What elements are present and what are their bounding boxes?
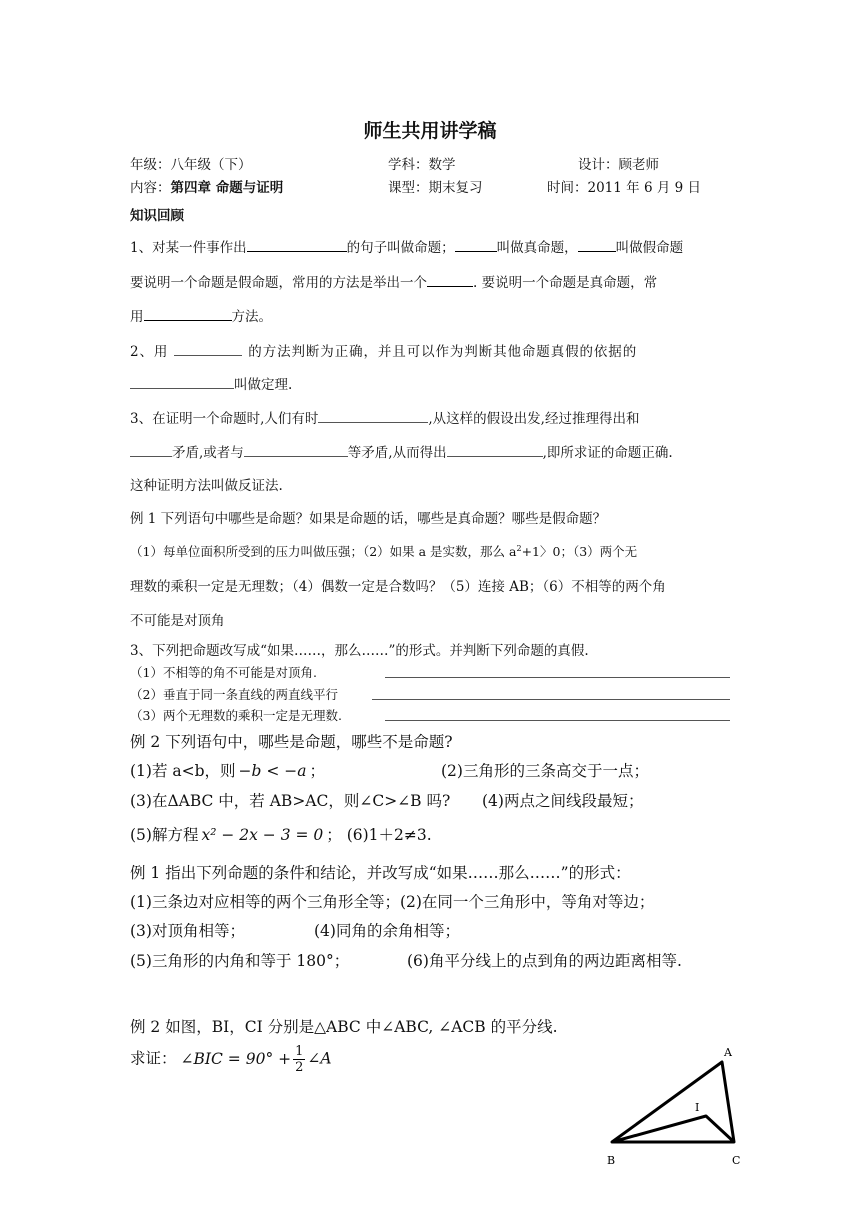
meta-grade: 年级：八年级（下） <box>130 157 252 173</box>
label-a: A <box>724 1046 732 1059</box>
example2a-item-2: (2)三角形的三条高交于一点； <box>441 762 649 780</box>
example1a-line2: 理数的乘积一定是无理数；（4）偶数一定是合数吗？（5）连接 AB；（6）不相等的两个角 <box>130 579 666 595</box>
example1b-item-5: (5)三角形的内角和等于 180°； <box>130 952 350 970</box>
q3-text-c: 矛盾,或者与 <box>172 445 244 461</box>
prove-lhs: ∠BIC = 90° + <box>180 1049 292 1068</box>
q1-blank-4[interactable] <box>427 272 473 287</box>
example1a-line1-sup: 2 <box>516 543 522 553</box>
q1-blank-2[interactable] <box>455 237 497 252</box>
example1b-item-4: (4)同角的余角相等； <box>314 922 460 940</box>
example2b-prove <box>130 1044 332 1075</box>
q1-text-c: 叫做真命题， <box>496 240 578 256</box>
label-c: C <box>732 1154 741 1167</box>
label-i: I <box>695 1101 700 1114</box>
q3-blank-2[interactable] <box>130 443 172 457</box>
q3-text-a: 3、在证明一个命题时,人们有时 <box>130 411 319 427</box>
label-b: B <box>607 1154 616 1167</box>
example1a-line1-a: （1）每单位面积所受到的压力叫做压强；（2）如果 a 是实数，那么 a <box>130 544 517 559</box>
q2-text-a: 2、用 <box>130 344 169 360</box>
q1-text-g: 用 <box>130 309 144 325</box>
review-heading: 知识回顾 <box>130 208 184 224</box>
q3-blank-4[interactable] <box>447 443 543 457</box>
prove-fraction <box>293 1044 305 1075</box>
meta-subject: 学科：数学 <box>388 157 456 173</box>
q3-blank-1[interactable] <box>318 409 428 423</box>
q1-text-a: 1、对某一件事作出 <box>130 240 247 256</box>
example1a-line1 <box>130 542 637 560</box>
q2-text-c: 叫做定理. <box>234 377 293 393</box>
q2-blank-1[interactable] <box>174 342 242 356</box>
prove-rhs: ∠A <box>307 1049 332 1068</box>
meta-content-value: 第四章 命题与证明 <box>170 180 284 196</box>
q2-text-b: 的方法判断为正确，并且可以作为判断其他命题真假的依据的 <box>248 344 638 360</box>
example2a-item-5-text: (5)解方程 <box>130 826 199 844</box>
example2a-item-1-math: −b < −a <box>238 762 307 780</box>
fraction-denominator: 2 <box>295 1060 304 1075</box>
example2a-item-5 <box>130 823 432 845</box>
example2b-stem: 例 2 如图，BI，CI 分别是△ABC 中∠ABC, ∠ACB 的平分线. <box>130 1018 558 1036</box>
review-q2-line1 <box>130 340 637 360</box>
example1a-line1-b: +1〉0；（3）两个无 <box>521 544 638 559</box>
review-q2-line2 <box>130 373 292 393</box>
review-q3-line1 <box>130 407 639 427</box>
q3-blank-3[interactable] <box>244 443 348 457</box>
example2a-item-3: (3)在ΔABC 中，若 AB>AC，则∠C>∠B 吗? <box>130 792 451 810</box>
meta-time: 时间：2011 年 6 月 9 日 <box>547 180 701 196</box>
page-title: 师生共用讲学稿 <box>363 120 497 142</box>
example2a-item-1-end: ； <box>309 762 326 780</box>
example2a-item-5-end: ； (6)1＋2≠3. <box>326 826 432 844</box>
q1-blank-1[interactable] <box>247 237 347 252</box>
triangle-figure <box>600 1040 760 1170</box>
rewrite-stem: 3、下列把命题改写成“如果……，那么……”的形式。并判断下列命题的真假. <box>130 643 589 659</box>
prove-label: 求证： <box>130 1049 177 1068</box>
rewrite-answer-line-3[interactable] <box>385 720 730 721</box>
example2a-item-1-text: (1)若 a<b，则 <box>130 762 236 780</box>
meta-content-label: 内容： <box>130 180 171 196</box>
q1-blank-3[interactable] <box>578 237 616 252</box>
meta-designer: 设计：顾老师 <box>578 157 659 173</box>
example1b-stem: 例 1 指出下列命题的条件和结论，并改写成“如果……那么……”的形式： <box>130 864 631 882</box>
example1b-item-6: (6)角平分线上的点到角的两边距离相等. <box>407 952 682 970</box>
rewrite-item-1: （1）不相等的角不可能是对顶角. <box>130 665 317 680</box>
q3-text-d: 等矛盾,从而得出 <box>347 445 447 461</box>
review-q1-line2 <box>130 271 657 291</box>
example1a-stem: 例 1 下列语句中哪些是命题？如果是命题的话，哪些是真命题？哪些是假命题？ <box>130 511 607 527</box>
fraction-numerator: 1 <box>295 1044 304 1059</box>
example2a-item-5-math: x² − 2x − 3 = 0 <box>201 826 324 844</box>
q1-text-h: 方法。 <box>231 309 272 325</box>
rewrite-item-3: （3）两个无理数的乘积一定是无理数. <box>130 708 342 723</box>
q1-text-f: . 要说明一个命题是真命题，常 <box>473 275 658 291</box>
example1a-line3: 不可能是对顶角 <box>130 613 225 629</box>
example2a-item-4: (4)两点之间线段最短； <box>482 792 644 810</box>
q1-text-e: 要说明一个命题是假命题，常用的方法是举出一个 <box>130 275 427 291</box>
q3-text-e: ,即所求证的命题正确. <box>542 445 673 461</box>
example1b-item-1: (1)三条边对应相等的两个三角形全等；(2)在同一个三角形中，等角对等边； <box>130 893 655 911</box>
example1b-item-3: (3)对顶角相等； <box>130 922 245 940</box>
triangle-abc <box>612 1062 734 1142</box>
rewrite-item-2: （2）垂直于同一条直线的两直线平行 <box>130 687 338 702</box>
q1-text-b: 的句子叫做命题； <box>346 240 455 256</box>
example2a-stem: 例 2 下列语句中，哪些是命题，哪些不是命题? <box>130 733 453 751</box>
review-q1-line1 <box>130 236 683 256</box>
rewrite-answer-line-1[interactable] <box>385 677 730 678</box>
review-q3-line2 <box>130 441 673 461</box>
q2-blank-2[interactable] <box>130 375 234 389</box>
meta-content <box>130 176 283 196</box>
review-q3-line3: 这种证明方法叫做反证法. <box>130 478 283 494</box>
q1-blank-5[interactable] <box>144 306 232 321</box>
q3-text-b: ,从这样的假设出发,经过推理得出和 <box>428 411 640 427</box>
meta-lesson-type: 课型：期末复习 <box>388 180 483 196</box>
rewrite-answer-line-2[interactable] <box>372 699 730 700</box>
review-q1-line3 <box>130 305 272 325</box>
example2a-item-1 <box>130 759 325 781</box>
q1-text-d: 叫做假命题 <box>615 240 684 256</box>
